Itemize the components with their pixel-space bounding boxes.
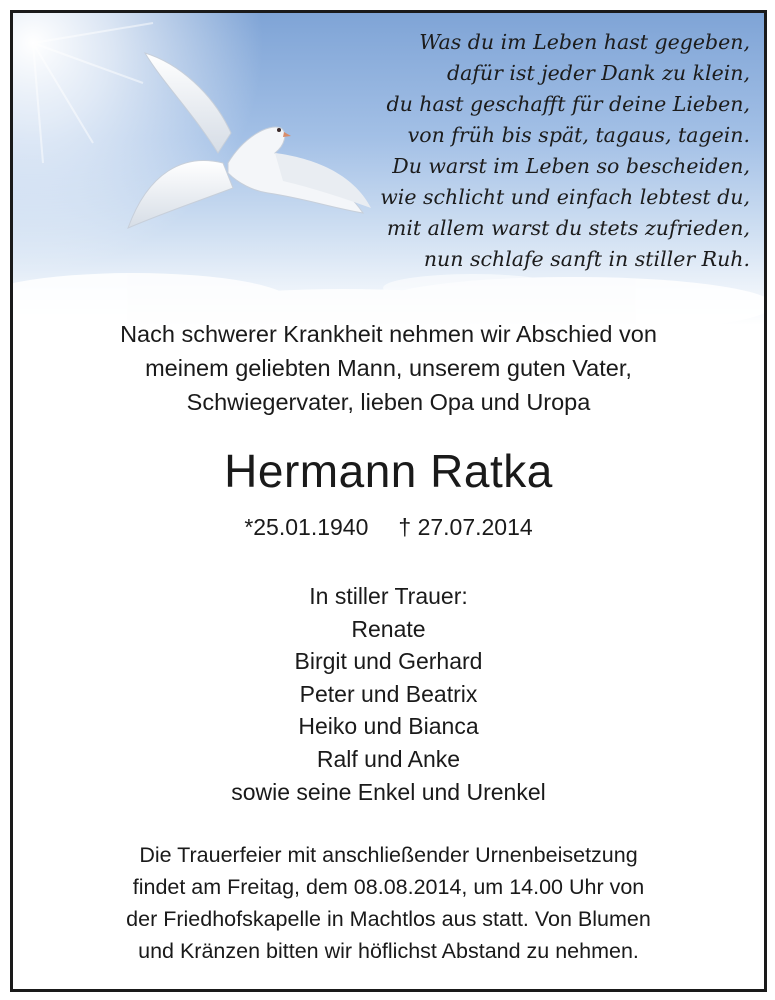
mourner-name: Heiko und Bianca <box>298 713 479 740</box>
intro-line: Schwiegervater, lieben Opa und Uropa <box>186 389 591 415</box>
poem-line: mit allem warst du stets zufrieden, <box>386 216 750 240</box>
mourner-name: Peter und Beatrix <box>299 680 478 707</box>
poem-line: Was du im Leben hast gegeben, <box>419 30 750 54</box>
intro-line: meinem geliebten Mann, unserem guten Vater, <box>145 355 632 381</box>
notice-line: und Kränzen bitten wir höflichst Abstand zu nehmen. <box>138 939 639 963</box>
poem-line: du hast geschafft für deine Lieben, <box>386 92 750 116</box>
mourner-name: Ralf und Anke <box>316 745 461 772</box>
notice-line: Die Trauerfeier mit anschließender Urnenbeisetzung <box>139 843 638 867</box>
life-dates <box>13 511 764 543</box>
deceased-name: Hermann Ratka <box>224 445 553 497</box>
poem-line: von früh bis spät, tagaus, tagein. <box>407 123 750 147</box>
poem-line: wie schlicht und einfach lebtest du, <box>380 185 750 209</box>
mourners-heading: In stiller Trauer: <box>309 583 468 609</box>
poem-line: nun schlafe sanft in stiller Ruh. <box>423 247 750 271</box>
notice-line: findet am Freitag, dem 08.08.2014, um 14.00 Uhr von <box>132 875 645 899</box>
sky-header <box>13 13 764 325</box>
farewell-intro <box>13 317 764 419</box>
poem <box>290 27 750 275</box>
poem-line: dafür ist jeder Dank zu klein, <box>446 61 750 85</box>
poem-line: Du warst im Leben so bescheiden, <box>392 154 750 178</box>
mourners-list <box>13 580 764 808</box>
birth-date: *25.01.1940 <box>244 514 369 540</box>
funeral-notice <box>13 839 764 967</box>
death-date: † 27.07.2014 <box>398 514 533 540</box>
mourner-name: Renate <box>351 615 426 642</box>
mourner-name: sowie seine Enkel und Urenkel <box>231 778 546 805</box>
obituary-frame <box>10 10 767 992</box>
intro-line: Nach schwerer Krankheit nehmen wir Abschied von <box>120 321 657 347</box>
notice-line: der Friedhofskapelle in Machtlos aus statt. Von Blumen <box>126 907 651 931</box>
mourner-name: Birgit und Gerhard <box>294 648 483 675</box>
